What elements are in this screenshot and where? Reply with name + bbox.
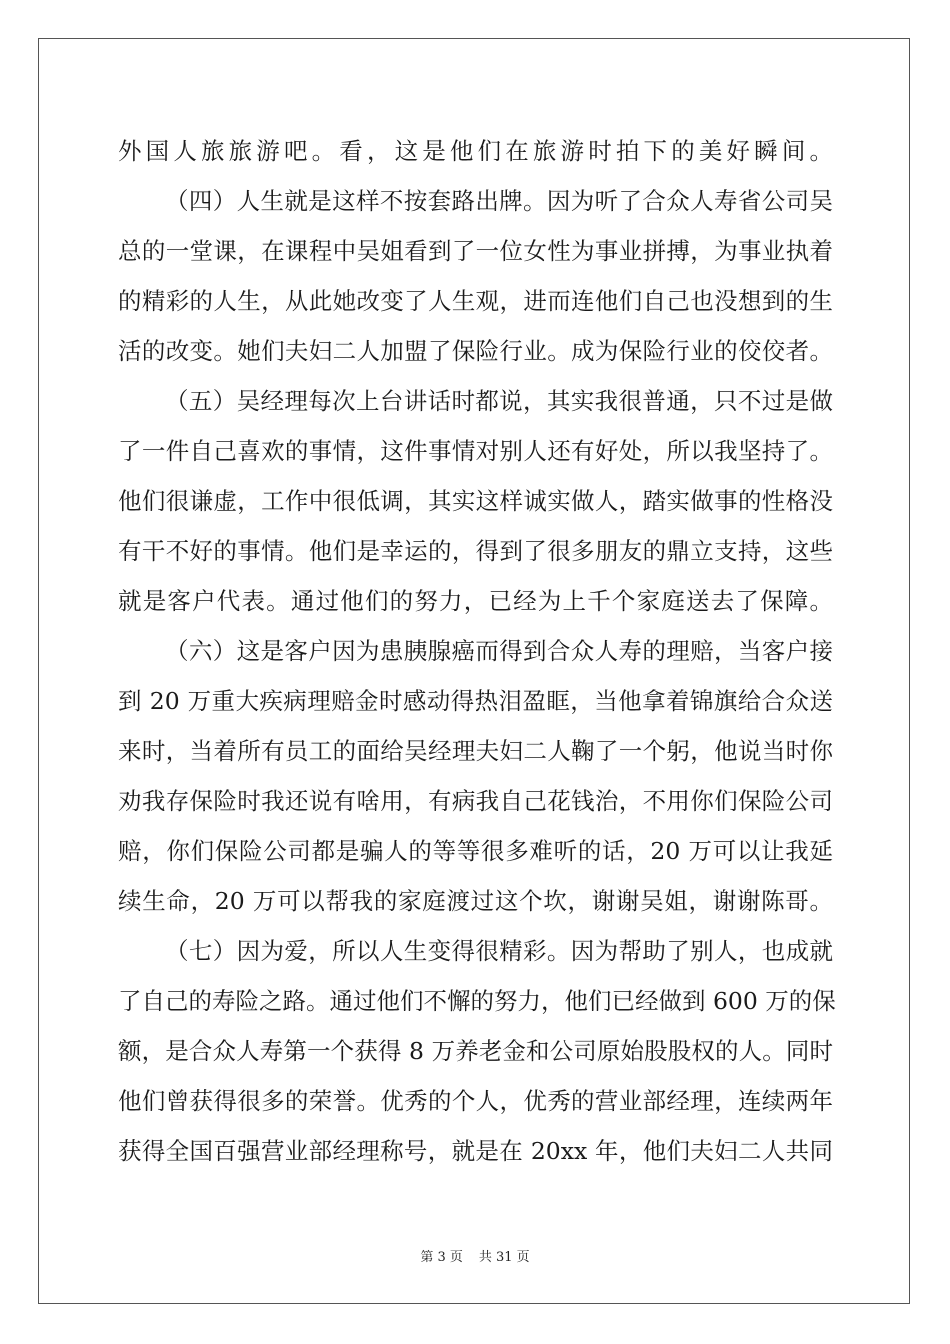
text-line: 到 20 万重大疾病理赔金时感动得热泪盈眶，当他拿着锦旗给合众送 [118,687,833,715]
text-line: 总的一堂课，在课程中吴姐看到了一位女性为事业拼搏，为事业执着 [118,237,833,265]
page-total: 共 31 页 [478,1250,530,1265]
text-line: 续生命，20 万可以帮我的家庭渡过这个坎，谢谢吴姐，谢谢陈哥。 [118,887,833,915]
paragraph-start-line: （四）人生就是这样不按套路出牌。因为听了合众人寿省公司吴 [165,187,833,215]
text-line: 了自己的寿险之路。通过他们不懈的努力，他们已经做到 600 万的保 [118,987,836,1015]
text-line: 就是客户代表。通过他们的努力，已经为上千个家庭送去了保障。 [118,587,833,615]
paragraph-start-line: （五）吴经理每次上台讲话时都说，其实我很普通，只不过是做 [165,387,833,415]
paragraph-start-line: （七）因为爱，所以人生变得很精彩。因为帮助了别人，也成就 [165,937,833,965]
text-line: 有干不好的事情。他们是幸运的，得到了很多朋友的鼎立支持，这些 [118,537,833,565]
text-line: 赔，你们保险公司都是骗人的等等很多难听的话，20 万可以让我延 [118,837,833,865]
text-line: 来时，当着所有员工的面给吴经理夫妇二人鞠了一个躬，他说当时你 [118,737,833,765]
page-number: 第 3 页 [420,1250,463,1265]
text-line: 额，是合众人寿第一个获得 8 万养老金和公司原始股股权的人。同时 [118,1037,833,1065]
text-line: 劝我存保险时我还说有啥用，有病我自己花钱治，不用你们保险公司 [118,787,833,815]
text-line: 活的改变。她们夫妇二人加盟了保险行业。成为保险行业的佼佼者。 [118,337,833,365]
text-line: 的精彩的人生，从此她改变了人生观，进而连他们自己也没想到的生 [118,287,833,315]
text-line: 他们曾获得很多的荣誉。优秀的个人，优秀的营业部经理，连续两年 [118,1087,833,1115]
document-body [118,126,836,1176]
paragraph-start-line: （六）这是客户因为患胰腺癌而得到合众人寿的理赔，当客户接 [165,637,833,665]
text-line: 获得全国百强营业部经理称号，就是在 20xx 年，他们夫妇二人共同 [118,1137,833,1165]
text-line: 他们很谦虚，工作中很低调，其实这样诚实做人，踏实做事的性格没 [118,487,833,515]
text-line: 外国人旅旅游吧。看，这是他们在旅游时拍下的美好瞬间。 [118,137,833,165]
text-line: 了一件自己喜欢的事情，这件事情对别人还有好处，所以我坚持了。 [118,437,833,465]
page-footer [0,1246,950,1265]
